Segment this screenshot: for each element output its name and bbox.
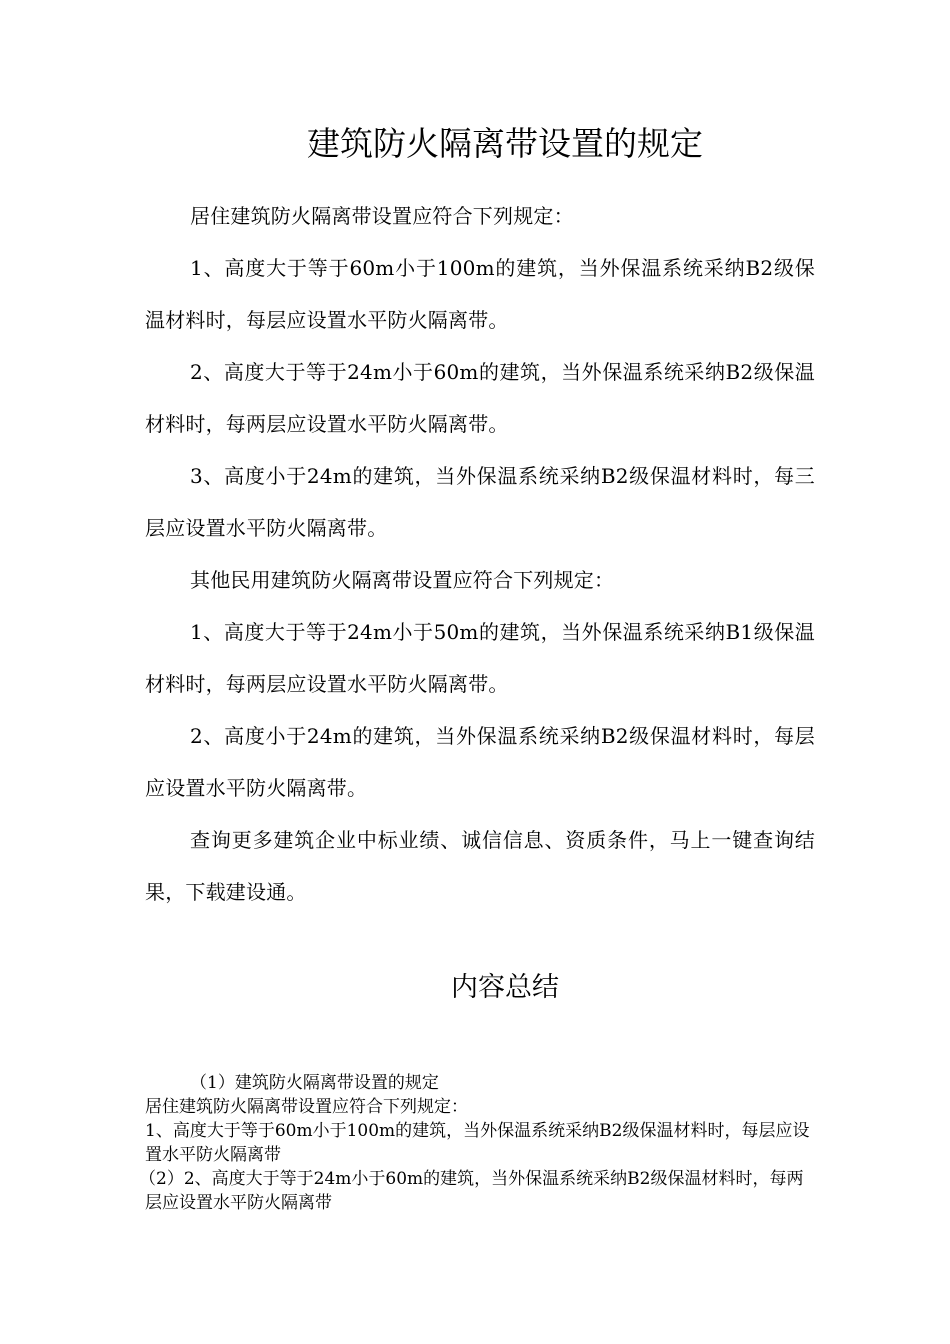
- paragraph-residential-rule-1: 1、高度大于等于60m小于100m的建筑，当外保温系统采纳B2级保温材料时，每层应设置水平防火隔离带。: [145, 256, 815, 332]
- paragraph-residential-rule-3: 3、高度小于24m的建筑，当外保温系统采纳B2级保温材料时，每三层应设置水平防火隔离带。: [145, 464, 815, 540]
- summary-line: 1、高度大于等于60m小于100m的建筑，当外保温系统采纳B2级保温材料时，每层应设置水平防火隔离带: [145, 1121, 810, 1165]
- paragraph-residential-rule-2: 2、高度大于等于24m小于60m的建筑，当外保温系统采纳B2级保温材料时，每两层应设置水平防火隔离带。: [145, 360, 815, 436]
- paragraph-promo: 查询更多建筑企业中标业绩、诚信信息、资质条件，马上一键查询结果，下载建设通。: [145, 828, 815, 904]
- paragraph-other-civil-rule-1: 1、高度大于等于24m小于50m的建筑，当外保温系统采纳B1级保温材料时，每两层应设置水平防火隔离带。: [145, 620, 815, 696]
- summary-line: （1）建筑防火隔离带设置的规定: [190, 1073, 439, 1093]
- summary-line: 居住建筑防火隔离带设置应符合下列规定：: [145, 1097, 468, 1117]
- summary-line: （2）2、高度大于等于24m小于60m的建筑，当外保温系统采纳B2级保温材料时，每两层应设置水平防火隔离带: [139, 1169, 804, 1213]
- document-body: [145, 190, 815, 918]
- document-title: 建筑防火隔离带设置的规定: [307, 124, 703, 163]
- summary-body: [139, 1071, 815, 1215]
- summary-heading: 内容总结: [451, 972, 559, 1003]
- paragraph-other-civil-intro: 其他民用建筑防火隔离带设置应符合下列规定：: [190, 568, 615, 592]
- paragraph-other-civil-rule-2: 2、高度小于24m的建筑，当外保温系统采纳B2级保温材料时，每层应设置水平防火隔离带。: [145, 724, 815, 800]
- paragraph-residential-intro: 居住建筑防火隔离带设置应符合下列规定：: [190, 204, 574, 228]
